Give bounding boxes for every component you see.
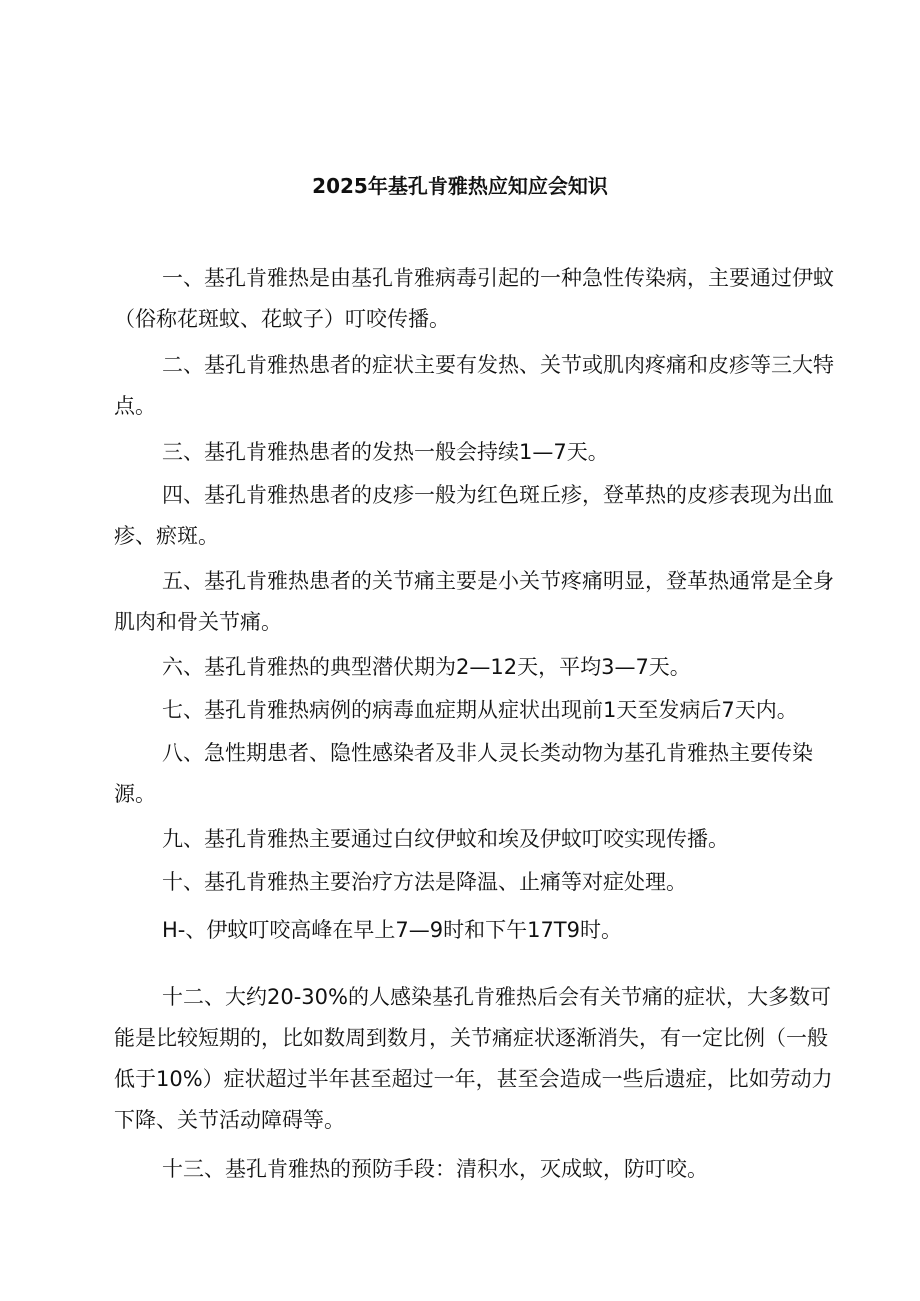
- paragraph-10: 十、基孔肯雅热主要治疗方法是降温、止痛等对症处理。: [162, 870, 687, 894]
- document-title: 2025年基孔肯雅热应知应会知识: [312, 174, 608, 198]
- paragraph-13: 十三、基孔肯雅热的预防手段：清积水，灭成蚊，防叮咬。: [162, 1157, 708, 1181]
- paragraph-11: H-、伊蚊叮咬高峰在早上7—9时和下午17T9时。: [162, 918, 622, 942]
- paragraph-5: 五、基孔肯雅热患者的关节痛主要是小关节疼痛明显，登革热通常是全身肌肉和骨关节痛。: [114, 569, 834, 634]
- paragraph-7: 七、基孔肯雅热病例的病毒血症期从症状出现前1天至发病后7天内。: [162, 698, 798, 722]
- paragraph-8: 八、急性期患者、隐性感染者及非人灵长类动物为基孔肯雅热主要传染源。: [114, 741, 813, 806]
- paragraph-2: 二、基孔肯雅热患者的症状主要有发热、关节或肌肉疼痛和皮疹等三大特点。: [114, 353, 834, 418]
- paragraph-6: 六、基孔肯雅热的典型潜伏期为2—12天，平均3—7天。: [162, 655, 691, 679]
- paragraph-4: 四、基孔肯雅热患者的皮疹一般为红色斑丘疹，登革热的皮疹表现为出血疹、瘀斑。: [114, 483, 834, 548]
- paragraph-9: 九、基孔肯雅热主要通过白纹伊蚊和埃及伊蚊叮咬实现传播。: [162, 827, 729, 851]
- paragraph-12: 十二、大约20-30%的人感染基孔肯雅热后会有关节痛的症状，大多数可能是比较短期的，比如数周到数月，关节痛症状逐渐消失，有一定比例（一般低于10%）症状超过半年甚至超过一年，甚至会造成一些后遗症，比如劳动力下降、关节活动障碍等。: [114, 985, 833, 1132]
- paragraph-3: 三、基孔肯雅热患者的发热一般会持续1—7天。: [162, 440, 609, 464]
- paragraph-1: 一、基孔肯雅热是由基孔肯雅病毒引起的一种急性传染病，主要通过伊蚊（俗称花斑蚊、花蚊子）叮咬传播。: [114, 266, 834, 331]
